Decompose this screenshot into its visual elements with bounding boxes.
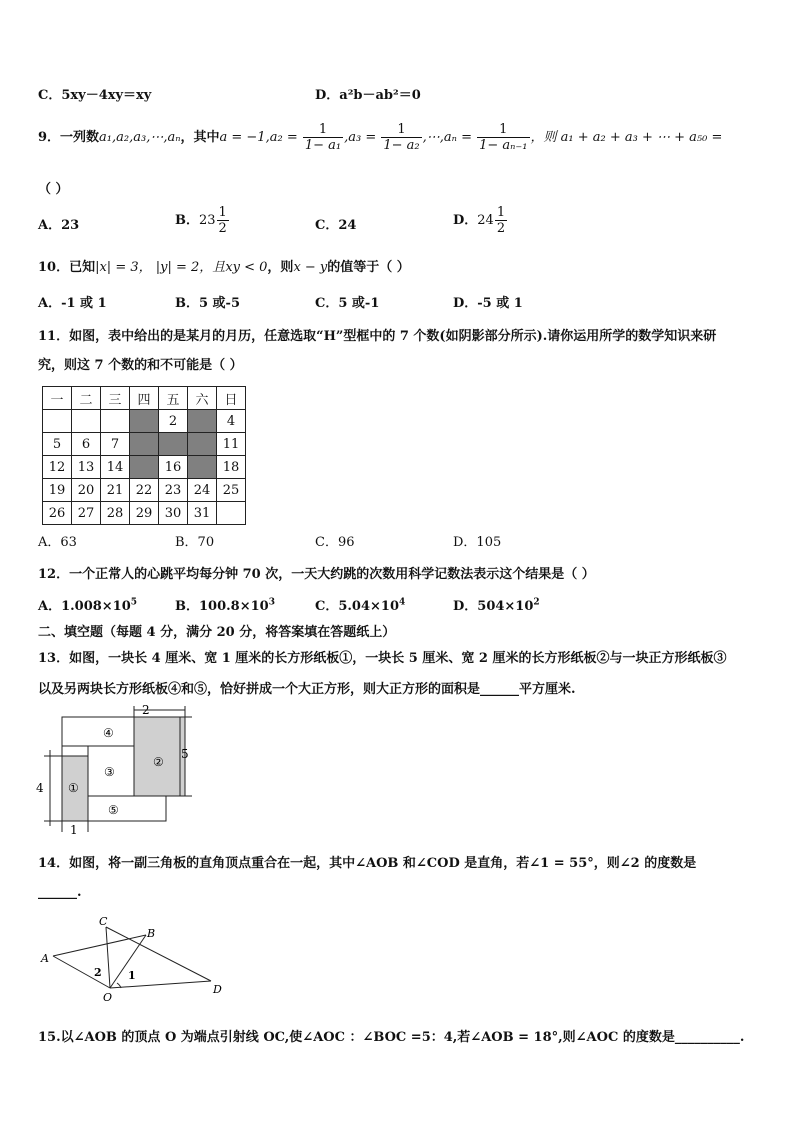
q13-square-diagram xyxy=(30,700,200,840)
q10-option-a: A．-1 或 1 xyxy=(38,296,107,311)
point-o-label: O xyxy=(103,991,113,1004)
q9-a3-label: ,a₃ = xyxy=(344,130,377,145)
fraction-denominator: 2 xyxy=(496,221,506,236)
piece-1-label: ① xyxy=(68,781,79,795)
calendar-cell-shaded xyxy=(130,410,159,433)
height-5-label: 5 xyxy=(181,747,189,761)
point-c-label: C xyxy=(99,915,108,928)
q11-option-b: B．70 xyxy=(175,535,215,550)
point-b-label: B xyxy=(147,927,156,940)
q10-expression: x − y xyxy=(293,260,328,275)
option-label: B． xyxy=(175,213,199,228)
q14-angle-diagram xyxy=(35,915,235,1010)
q9-sum: ，则 a₁ + a₂ + a₃ + ⋯ + a₅₀ = xyxy=(530,130,723,145)
mixed-fraction xyxy=(217,205,229,236)
q11-option-d: D．105 xyxy=(453,535,502,550)
calendar-cell: 20 xyxy=(72,479,101,502)
option-base: A．1.008×10 xyxy=(38,599,131,614)
q9-option-d xyxy=(453,205,508,236)
calendar-cell: 18 xyxy=(217,456,246,479)
calendar-cell-shaded xyxy=(188,433,217,456)
q12-option-d xyxy=(453,595,540,614)
q10-suffix: 的值等于（ ） xyxy=(327,260,410,275)
width-1-label: 1 xyxy=(70,823,78,837)
calendar-cell: 6 xyxy=(72,433,101,456)
calendar-cell: 11 xyxy=(217,433,246,456)
calendar-cell: 7 xyxy=(101,433,130,456)
width-2-label: 2 xyxy=(142,703,150,717)
piece-5-label: ⑤ xyxy=(108,803,119,817)
q9-an-label: ,⋯,aₙ = xyxy=(422,130,472,145)
q9-sequence: a₁,a₂,a₃,⋯,aₙ xyxy=(99,130,181,145)
fraction-numerator: 1 xyxy=(303,122,343,138)
q12-option-b xyxy=(175,595,275,614)
q11-line-1: 11．如图，表中给出的是某月的月历，任意选取“H”型框中的 7 个数(如阴影部分所示).请你运用所学的数学知识来研 xyxy=(38,329,717,344)
calendar-cell: 26 xyxy=(43,502,72,525)
q14-line-1: 14．如图，将一副三角板的直角顶点重合在一起，其中∠AOB 和∠COD 是直角，若∠1 = 55°，则∠2 的度数是 xyxy=(38,856,697,871)
q12-question: 12．一个正常人的心跳平均每分钟 70 次，一天大约跳的次数用科学记数法表示这个结果是（ ） xyxy=(38,567,595,582)
q10-option-c: C．5 或-1 xyxy=(315,296,380,311)
calendar-cell: 22 xyxy=(130,479,159,502)
calendar-cell-shaded xyxy=(188,410,217,433)
q15-question: 15.以∠AOB 的顶点 O 为端点引射线 OC,使∠AOC ：∠BOC =5：4,若∠AOB = 18°,则∠AOC 的度数是__________. xyxy=(38,1030,745,1045)
calendar-row xyxy=(43,479,246,502)
angle-1-label: 1 xyxy=(128,969,136,982)
q9-mid: ，其中 xyxy=(180,130,220,145)
calendar-header-cell: 日 xyxy=(217,387,246,410)
fraction-numerator: 1 xyxy=(381,122,421,138)
mixed-whole: 24 xyxy=(477,213,494,228)
option-label: D． xyxy=(453,213,478,228)
calendar-row xyxy=(43,410,246,433)
q13-line-2: 以及另两块长方形纸板④和⑤，恰好拼成一个大正方形，则大正方形的面积是______平方厘米. xyxy=(38,682,576,697)
q10-option-d: D．-5 或 1 xyxy=(453,296,523,311)
option-exponent: 4 xyxy=(399,597,406,608)
calendar-cell: 14 xyxy=(101,456,130,479)
option-exponent: 2 xyxy=(533,597,540,608)
calendar-cell xyxy=(101,410,130,433)
calendar-header-cell: 二 xyxy=(72,387,101,410)
q14-line-2: ______. xyxy=(38,885,82,900)
q10-question xyxy=(38,256,410,275)
option-exponent: 5 xyxy=(130,597,138,608)
q11-option-a: A．63 xyxy=(38,535,77,550)
angle-2-label: 2 xyxy=(94,966,102,979)
q9-option-c: C．24 xyxy=(315,218,357,233)
q9-answer-paren: （ ） xyxy=(38,182,69,197)
calendar-cell xyxy=(43,410,72,433)
q9-prefix: 9．一列数 xyxy=(38,130,100,145)
q8-option-c: C．5xy－4xy＝xy xyxy=(38,88,152,103)
q12-option-c xyxy=(315,595,405,614)
option-base: D．504×10 xyxy=(453,599,534,614)
calendar-cell: 23 xyxy=(159,479,188,502)
piece-4-label: ④ xyxy=(103,726,114,740)
calendar-table xyxy=(42,386,246,525)
calendar-cell: 21 xyxy=(101,479,130,502)
calendar-header-cell: 四 xyxy=(130,387,159,410)
calendar-header-cell: 五 xyxy=(159,387,188,410)
fraction-denominator: 1− aₙ₋₁ xyxy=(479,138,528,153)
calendar-cell: 31 xyxy=(188,502,217,525)
q9-option-b xyxy=(175,205,230,236)
fraction-numerator: 1 xyxy=(496,205,506,220)
calendar-cell xyxy=(217,502,246,525)
calendar-cell: 24 xyxy=(188,479,217,502)
q10-then: ，则 xyxy=(267,260,294,275)
option-base: C．5.04×10 xyxy=(315,599,399,614)
q11-line-2: 究，则这 7 个数的和不可能是（ ） xyxy=(38,358,243,373)
mixed-fraction xyxy=(495,205,507,236)
q10-abs-y: |y| = 2，且 xyxy=(155,260,226,275)
q9-option-a: A．23 xyxy=(38,218,80,233)
calendar-cell-shaded xyxy=(130,433,159,456)
calendar-header-cell: 六 xyxy=(188,387,217,410)
calendar-cell-shaded xyxy=(159,433,188,456)
q8-option-d: D．a²b－ab²＝0 xyxy=(315,88,421,103)
option-exponent: 3 xyxy=(268,597,275,608)
calendar-cell: 28 xyxy=(101,502,130,525)
q9-fraction-3 xyxy=(477,122,529,153)
calendar-cell: 12 xyxy=(43,456,72,479)
q9-a2-label: a₂ = xyxy=(269,130,298,145)
q11-option-c: C．96 xyxy=(315,535,355,550)
mixed-whole: 23 xyxy=(199,213,216,228)
fraction-numerator: 1 xyxy=(477,122,529,138)
calendar-cell xyxy=(72,410,101,433)
calendar-cell: 4 xyxy=(217,410,246,433)
fraction-denominator: 1− a₂ xyxy=(383,138,420,153)
option-base: B．100.8×10 xyxy=(175,599,269,614)
q10-prefix: 10．已知 xyxy=(38,260,96,275)
calendar-cell: 29 xyxy=(130,502,159,525)
calendar-header-row xyxy=(43,387,246,410)
fraction-denominator: 1− a₁ xyxy=(304,138,342,153)
point-a-label: A xyxy=(41,952,49,965)
calendar-cell: 25 xyxy=(217,479,246,502)
height-4-label: 4 xyxy=(36,781,44,795)
q9-a1: a = −1, xyxy=(219,130,270,145)
q9-fraction-1 xyxy=(303,122,343,153)
calendar-cell-shaded xyxy=(130,456,159,479)
calendar-row xyxy=(43,502,246,525)
fraction-denominator: 2 xyxy=(218,221,227,236)
calendar-cell: 5 xyxy=(43,433,72,456)
fraction-numerator: 1 xyxy=(218,205,227,220)
q10-condition: xy < 0 xyxy=(225,260,268,275)
calendar-header-cell: 三 xyxy=(101,387,130,410)
q10-abs-x: |x| = 3， xyxy=(95,260,152,275)
q10-option-b: B．5 或-5 xyxy=(175,296,241,311)
q9-question xyxy=(38,122,722,153)
section-heading: 二、填空题（每题 4 分，满分 20 分，将答案填在答题纸上） xyxy=(38,625,396,640)
point-d-label: D xyxy=(213,983,222,996)
calendar-cell: 2 xyxy=(159,410,188,433)
calendar-cell: 19 xyxy=(43,479,72,502)
piece-2-label: ② xyxy=(153,755,164,769)
calendar-cell-shaded xyxy=(188,456,217,479)
q12-option-a xyxy=(38,595,137,614)
calendar-header-cell: 一 xyxy=(43,387,72,410)
piece-3-label: ③ xyxy=(104,765,115,779)
calendar-cell: 27 xyxy=(72,502,101,525)
calendar-cell: 13 xyxy=(72,456,101,479)
calendar-row xyxy=(43,433,246,456)
calendar-cell: 16 xyxy=(159,456,188,479)
q13-line-1: 13．如图，一块长 4 厘米、宽 1 厘米的长方形纸板①，一块长 5 厘米、宽 2 厘米的长方形纸板②与一块正方形纸板③ xyxy=(38,651,727,666)
calendar-row xyxy=(43,456,246,479)
q9-fraction-2 xyxy=(381,122,421,153)
calendar-cell: 30 xyxy=(159,502,188,525)
